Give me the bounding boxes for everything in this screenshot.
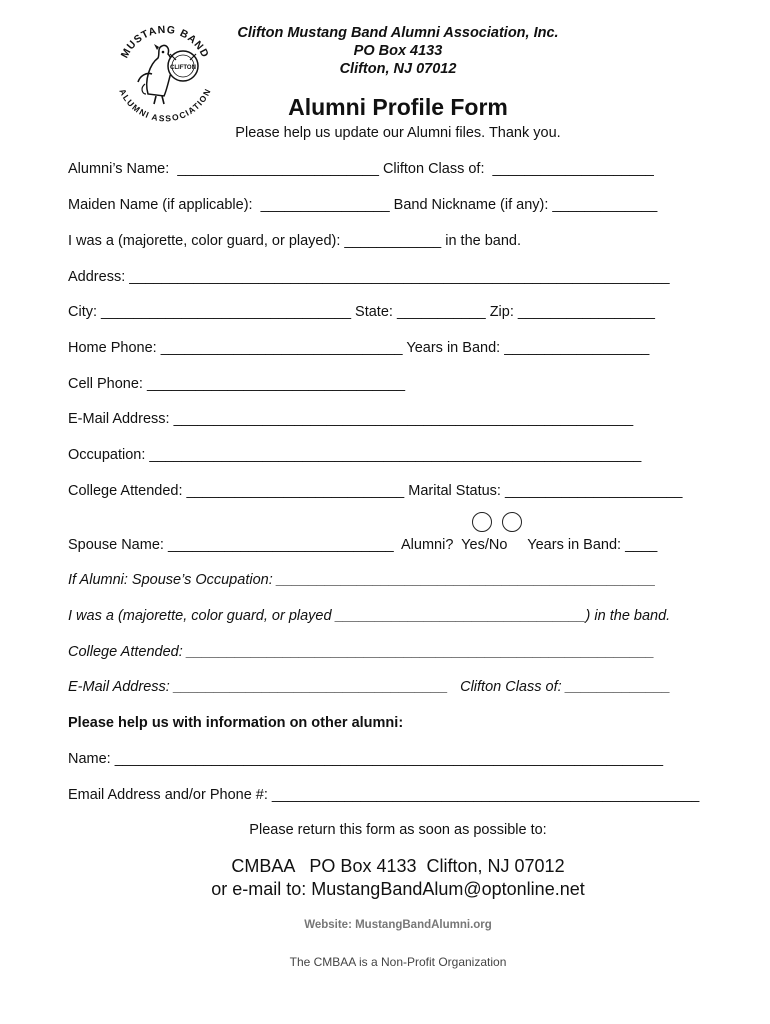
alumni-name-row[interactable]: Alumni’s Name: _________________________ Clifton Class of: ____________________: [68, 161, 654, 177]
page-title: Alumni Profile Form: [288, 94, 508, 120]
college-marital-row[interactable]: College Attended: ___________________________ Marital Status: ______________________: [68, 483, 683, 499]
org-po-box: PO Box 4133: [353, 43, 443, 59]
logo-arc-top: MUSTANG BAND: [118, 23, 212, 61]
mailing-address: CMBAA PO Box 4133 Clifton, NJ 07012: [231, 856, 565, 876]
drum-label: CLIFTON: [170, 65, 196, 71]
org-header: [0, 24, 770, 78]
nonprofit-note: The CMBAA is a Non-Profit Organization: [289, 955, 507, 969]
alumni-no-checkbox[interactable]: [502, 512, 522, 532]
email-address-line: or e-mail to: MustangBandAlum@optonline.net: [211, 879, 585, 899]
spouse-band-role-row[interactable]: I was a (majorette, color guard, or played _______________________________) in the band.: [68, 608, 671, 624]
spouse-email-row[interactable]: E-Mail Address: __________________________________ Clifton Class of: _____________: [68, 679, 671, 695]
website-line: Website: MustangBandAlumni.org: [304, 919, 492, 931]
home-phone-row[interactable]: Home Phone: ______________________________ Years in Band: __________________: [68, 340, 650, 356]
city-state-zip-row[interactable]: City: _______________________________ State: ___________ Zip: _________________: [68, 304, 655, 320]
spouse-occupation-row[interactable]: If Alumni: Spouse’s Occupation: _______________________________________________: [68, 572, 656, 588]
spouse-name-row[interactable]: Spouse Name: ____________________________ Alumni? Yes/No Years in Band: ____: [68, 537, 658, 553]
org-name: Clifton Mustang Band Alumni Association, Inc.: [237, 25, 559, 41]
org-city: Clifton, NJ 07012: [339, 61, 457, 77]
logo-arc-bottom: ALUMNI ASSOCIATION: [117, 87, 213, 124]
alumni-yes-checkbox[interactable]: [472, 512, 492, 532]
page-subtitle: Please help us update our Alumni files. Thank you.: [235, 125, 561, 141]
other-alumni-contact-row[interactable]: Email Address and/or Phone #: _____________________________________________________: [68, 787, 700, 803]
email-row[interactable]: E-Mail Address: _________________________________________________________: [68, 411, 634, 427]
return-note: Please return this form as soon as possible to:: [249, 822, 547, 838]
address-row[interactable]: Address: ___________________________________________________________________: [68, 269, 670, 285]
cell-phone-row[interactable]: Cell Phone: ________________________________: [68, 376, 406, 392]
other-alumni-heading: Please help us with information on other alumni:: [68, 715, 404, 731]
spouse-college-row[interactable]: College Attended: __________________________________________________________: [68, 644, 655, 660]
band-role-row[interactable]: I was a (majorette, color guard, or played): ____________ in the band.: [68, 233, 522, 249]
occupation-row[interactable]: Occupation: _____________________________________________________________: [68, 447, 642, 463]
other-alumni-name-row[interactable]: Name: ____________________________________________________________________: [68, 751, 664, 767]
maiden-name-row[interactable]: Maiden Name (if applicable): ________________ Band Nickname (if any): _____________: [68, 197, 658, 213]
